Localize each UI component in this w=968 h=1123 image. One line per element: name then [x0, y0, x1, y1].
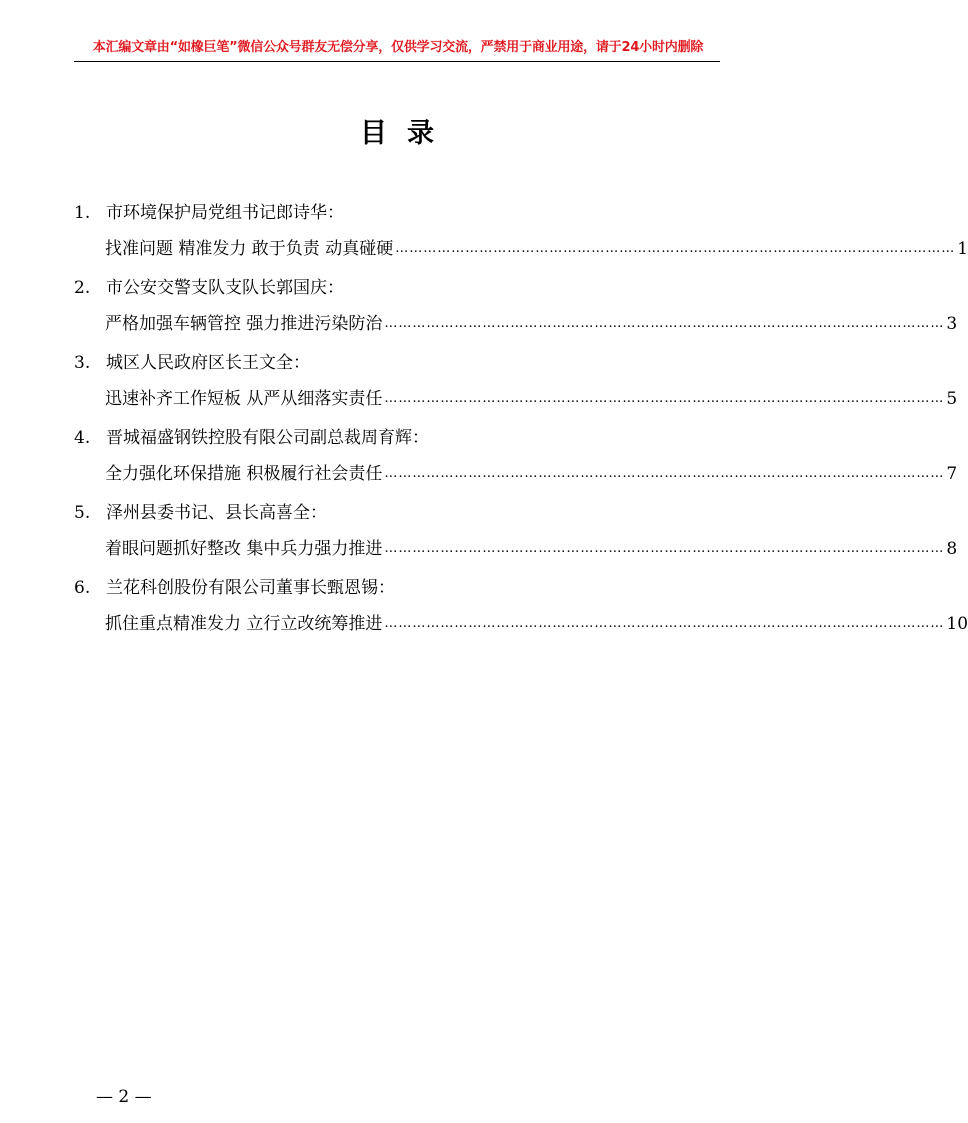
toc-entry-5[interactable] [74, 496, 958, 571]
toc-entry-line[interactable] [105, 231, 968, 267]
toc-entry-author: 泽州县委书记、县长高喜全： [106, 503, 327, 523]
dot-leader: ………………………………………………………………………………………………………… [384, 316, 945, 331]
toc-entry-page: 10 [946, 614, 968, 634]
toc-entry-title[interactable]: 全力强化环保措施 积极履行社会责任 [105, 464, 383, 484]
header-divider [74, 61, 720, 62]
toc-entry-heading [74, 346, 720, 381]
toc-entry-title[interactable]: 严格加强车辆管控 强力推进污染防治 [105, 314, 383, 334]
page-title: 目录 [360, 118, 454, 149]
dot-leader: ………………………………………………………………………………………………………… [395, 241, 956, 256]
toc-entry-author: 城区人民政府区长王文全： [106, 353, 310, 373]
toc-entry-page: 3 [946, 314, 958, 334]
toc-entry-heading [74, 571, 720, 606]
page-number: — 2 — [96, 1087, 152, 1107]
toc-entry-author: 市公安交警支队支队长郭国庆： [106, 278, 344, 298]
toc-entry-number: 1. [74, 203, 91, 223]
header-notice: 本汇编文章由“如橡巨笔”微信公众号群友无偿分享，仅供学习交流，严禁用于商业用途，请于24小时内删除 [92, 40, 704, 55]
toc-entry-number: 2. [74, 278, 91, 298]
toc-entry-page: 5 [946, 389, 958, 409]
toc-entry-page: 1 [957, 239, 968, 259]
toc-entry-1[interactable] [74, 196, 968, 271]
toc-entry-title[interactable]: 找准问题 精准发力 敢于负责 动真碰硬 [105, 239, 394, 259]
dot-leader: ………………………………………………………………………………………………………… [384, 616, 945, 631]
toc-entry-heading [74, 271, 720, 306]
toc-entry-author: 晋城福盛钢铁控股有限公司副总裁周育辉： [106, 428, 429, 448]
toc-entry-heading [74, 196, 720, 231]
toc-entry-number: 5. [74, 503, 91, 523]
toc-entry-line[interactable] [105, 606, 968, 642]
dot-leader: ………………………………………………………………………………………………………… [384, 541, 945, 556]
toc-entry-line[interactable] [105, 381, 958, 417]
toc-entry-4[interactable] [74, 421, 958, 496]
toc-entry-6[interactable] [74, 571, 968, 646]
toc-entry-number: 4. [74, 428, 91, 448]
toc-entry-number: 3. [74, 353, 91, 373]
toc-entry-title[interactable]: 着眼问题抓好整改 集中兵力强力推进 [105, 539, 383, 559]
toc-entry-line[interactable] [105, 306, 958, 342]
toc-entry-heading [74, 421, 720, 456]
toc-entry-title[interactable]: 抓住重点精准发力 立行立改统筹推进 [105, 614, 383, 634]
toc-entry-3[interactable] [74, 346, 958, 421]
toc-entry-2[interactable] [74, 271, 958, 346]
toc-entry-heading [74, 496, 720, 531]
toc-entry-number: 6. [74, 578, 91, 598]
toc-entry-line[interactable] [105, 531, 958, 567]
toc-entry-line[interactable] [105, 456, 958, 492]
toc-entry-title[interactable]: 迅速补齐工作短板 从严从细落实责任 [105, 389, 383, 409]
table-of-contents [74, 196, 968, 646]
toc-entry-page: 8 [946, 539, 958, 559]
toc-entry-author: 兰花科创股份有限公司董事长甄恩锡： [106, 578, 395, 598]
dot-leader: ………………………………………………………………………………………………………… [384, 466, 945, 481]
toc-entry-author: 市环境保护局党组书记郎诗华： [106, 203, 344, 223]
toc-entry-page: 7 [946, 464, 958, 484]
dot-leader: ………………………………………………………………………………………………………… [384, 391, 945, 406]
